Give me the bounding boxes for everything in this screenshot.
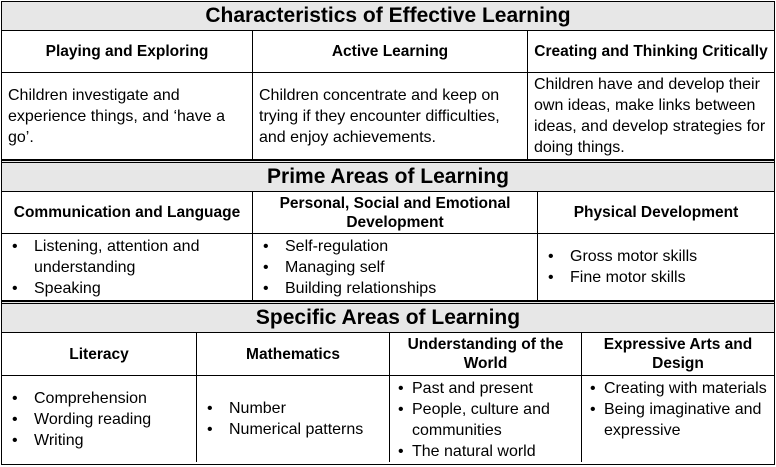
description-text: Children concentrate and keep on trying if they encounter difficulties, and enjoy achievements. xyxy=(259,86,500,146)
list-item: • Numerical patterns xyxy=(203,419,383,440)
list-item: • Fine motor skills xyxy=(544,267,768,288)
list-item: • Number xyxy=(203,398,383,419)
section-title-prime: Prime Areas of Learning xyxy=(2,160,774,192)
cell-text xyxy=(253,73,528,159)
characteristics-header-row xyxy=(2,31,774,73)
description-text: Children investigate and experience things, and ‘have a go’. xyxy=(8,86,226,146)
bullet-cell xyxy=(197,376,390,462)
list-item: • Writing xyxy=(8,430,190,451)
bullet-list xyxy=(544,246,768,288)
list-item: • Past and present xyxy=(396,378,575,399)
prime-body-row xyxy=(2,234,774,301)
column-heading: Active Learning xyxy=(253,31,528,72)
characteristics-body-row xyxy=(2,73,774,160)
list-item: • Listening, attention and understanding xyxy=(8,236,246,278)
specific-body-row xyxy=(2,376,774,462)
bullet-list xyxy=(8,388,190,451)
bullet-list xyxy=(588,378,768,441)
learning-areas-table xyxy=(1,1,775,465)
list-item: • Comprehension xyxy=(8,388,190,409)
cell-text xyxy=(2,73,253,159)
bullet-cell xyxy=(2,234,253,300)
cell-text xyxy=(528,73,774,159)
column-heading: Expressive Arts and Design xyxy=(603,336,753,372)
section-title-specific: Specific Areas of Learning xyxy=(2,301,774,333)
list-item: • People, culture and communities xyxy=(396,399,575,441)
bullet-list xyxy=(259,236,531,299)
list-item: • Wording reading xyxy=(8,409,190,430)
column-heading: Understanding of the World xyxy=(390,333,582,375)
bullet-list xyxy=(203,398,383,440)
column-heading: Playing and Exploring xyxy=(2,31,253,72)
bullet-list xyxy=(396,378,575,462)
column-heading: Creating and Thinking Critically xyxy=(534,43,768,60)
bullet-cell xyxy=(538,234,774,300)
bullet-list xyxy=(8,236,246,299)
specific-header-row xyxy=(2,333,774,376)
section-title-characteristics: Characteristics of Effective Learning xyxy=(2,2,774,31)
column-heading: Communication and Language xyxy=(2,192,253,233)
bullet-cell xyxy=(390,376,582,462)
list-item: • Gross motor skills xyxy=(544,246,768,267)
list-item: • Self-regulation xyxy=(259,236,531,257)
list-item: • Speaking xyxy=(8,278,246,299)
list-item: • Managing self xyxy=(259,257,531,278)
prime-header-row xyxy=(2,192,774,234)
column-heading: Mathematics xyxy=(197,333,390,375)
column-heading: Personal, Social and Emotional Development xyxy=(253,192,538,233)
description-text: Children have and develop their own ideas, make links between ideas, and develop strategies for doing things. xyxy=(534,76,766,156)
bullet-cell xyxy=(2,376,197,462)
list-item: • The natural world xyxy=(396,441,575,462)
column-heading: Physical Development xyxy=(573,204,739,221)
list-item: • Creating with materials xyxy=(588,378,768,399)
list-item: • Being imaginative and expressive xyxy=(588,399,768,441)
list-item: • Building relationships xyxy=(259,278,531,299)
bullet-cell xyxy=(582,376,774,462)
column-heading: Literacy xyxy=(2,333,197,375)
bullet-cell xyxy=(253,234,538,300)
